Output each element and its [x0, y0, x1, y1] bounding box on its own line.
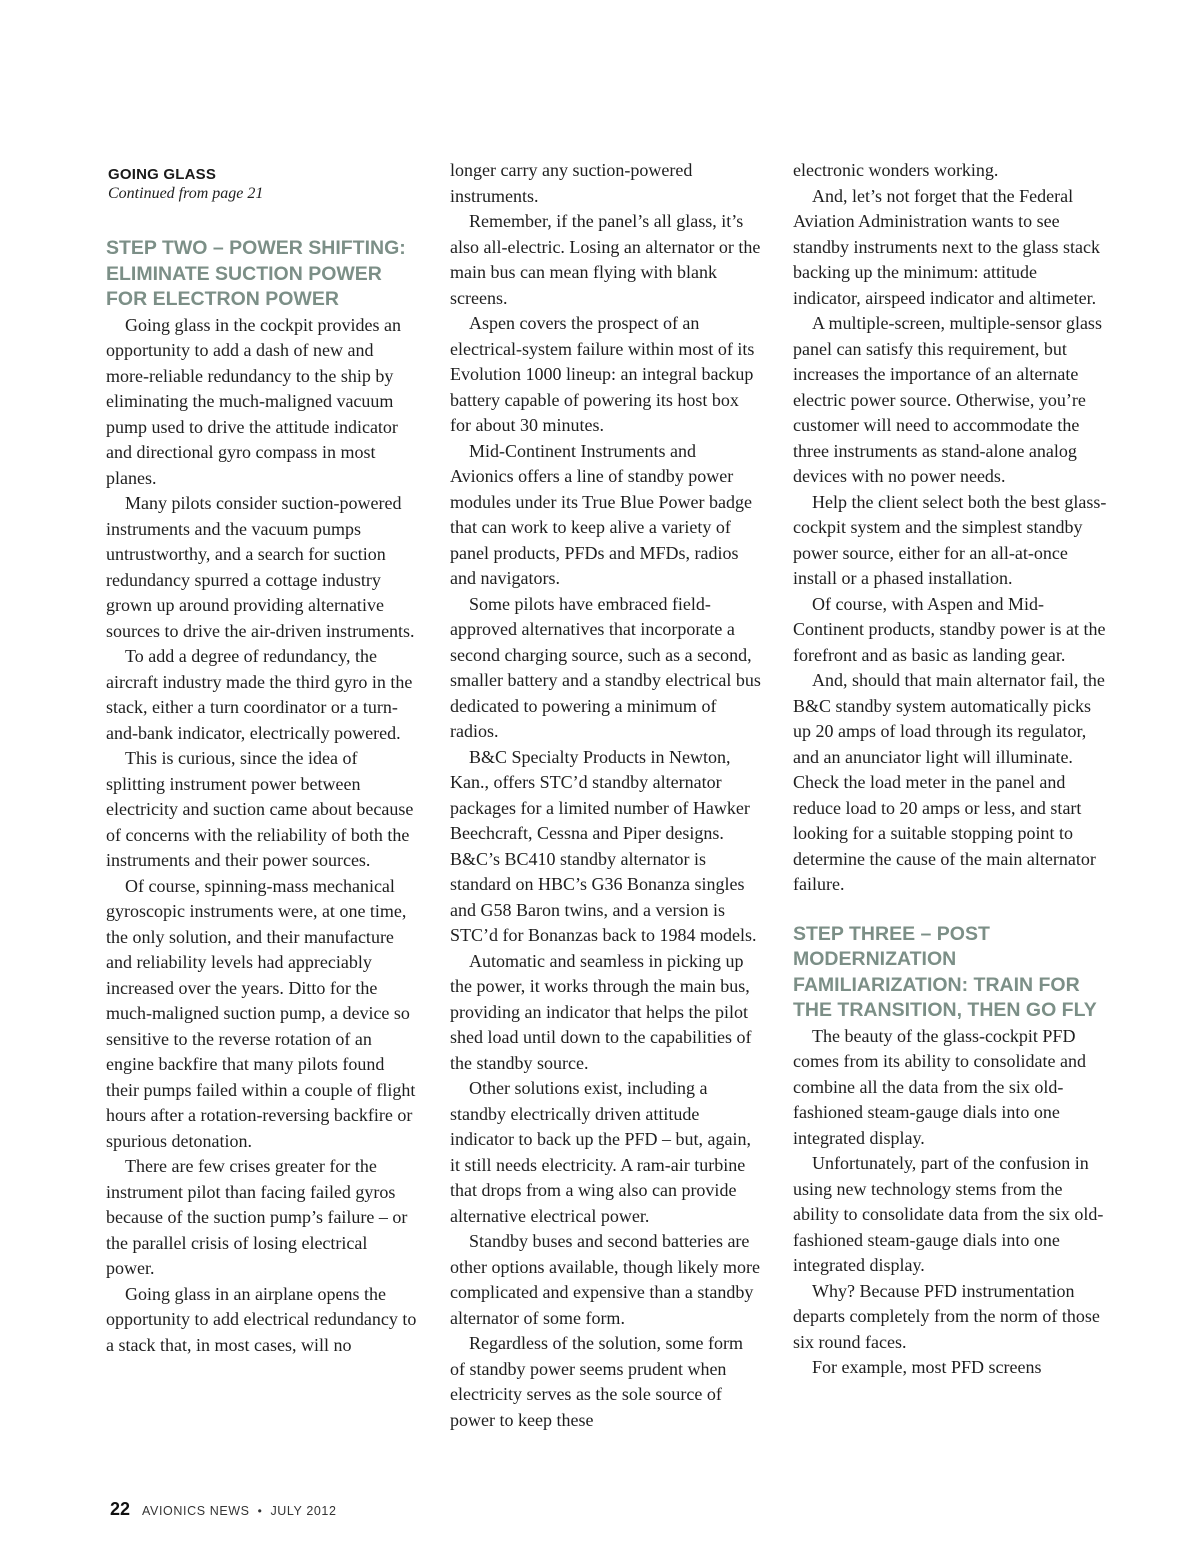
paragraph: And, should that main alternator fail, the B&C standby system automatically picks up 20 amps of load through its regulator, and an anunciator light will illuminate. Check the load meter in the panel and reduce load to 20 amps or less, and start looking for a suitable stopping point to determine the cause of the main alternator failure. — [793, 670, 1105, 894]
paragraph: To add a degree of redundancy, the aircraft industry made the third gyro in the stack, either a turn coordinator or a turn-and-bank indicator, electrically powered. — [106, 646, 413, 743]
paragraph: Aspen covers the prospect of an electrical-system failure within most of its Evolution 1000 lineup: an integral backup battery capable of powering its host box for about 30 minutes. — [450, 313, 755, 435]
paragraph: Why? Because PFD instrumentation departs completely from the norm of those six round faces. — [793, 1280, 1100, 1352]
paragraph: Some pilots have embraced field-approved alternatives that incorporate a second charging source, such as a second, smaller battery and a standby electrical bus dedicated to powering a minimum of radios. — [450, 593, 761, 741]
publication-name: AVIONICS NEWS — [142, 1504, 250, 1518]
paragraph: The beauty of the glass-cockpit PFD comes from its ability to consolidate and combine all the data from the six old-fashioned steam-gauge dials into one integrated display. — [793, 1025, 1086, 1148]
continued-note: Continued from page 21 — [108, 185, 264, 202]
column-1 — [106, 158, 418, 1358]
column-3 — [793, 158, 1107, 1381]
paragraph: A multiple-screen, multiple-sensor glass panel can satisfy this requirement, but increases the importance of an alternate electric power source. Otherwise, you’re customer will need to accommodate the three instruments as stand-alone analog devices with no power needs. — [793, 313, 1102, 486]
paragraph: Regardless of the solution, some form of standby power seems prudent when electricity serves as the sole source of power to keep these — [450, 1333, 743, 1430]
paragraph: Mid-Continent Instruments and Avionics offers a line of standby power modules under its True Blue Power badge that can work to keep alive a variety of panel products, PFDs and MFDs, radios and navigators. — [450, 440, 752, 588]
issue-date: JULY 2012 — [270, 1504, 337, 1518]
column-2 — [450, 158, 762, 1433]
section-kicker: GOING GLASS — [108, 166, 217, 183]
paragraph: Automatic and seamless in picking up the power, it works through the main bus, providing an indicator that helps the pilot shed load until down to the capabilities of the standby source. — [450, 950, 752, 1073]
paragraph: Going glass in the cockpit provides an opportunity to add a dash of new and more-reliable redundancy to the ship by eliminating the much-maligned vacuum pump used to drive the attitude indicator and directional gyro compass in most planes. — [106, 314, 401, 488]
paragraph: Of course, spinning-mass mechanical gyroscopic instruments were, at one time, the only solution, and their manufacture and reliability levels had appreciably increased over the years. Ditto for the much-maligned suction pump, a device so sensitive to the reverse rotation of an engine backfire that many pilots found their pumps failed within a couple of flight hours after a rotation-reversing backfire or spurious detonation. — [106, 875, 416, 1151]
paragraph: Going glass in an airplane opens the opportunity to add electrical redundancy to a stack that, in most cases, will no — [106, 1283, 417, 1355]
heading-step-three: STEP THREE – POST MODERNIZATION FAMILIARIZATION: TRAIN FOR THE TRANSITION, THEN GO FLY — [793, 922, 1097, 1021]
paragraph: Help the client select both the best glass-cockpit system and the simplest standby power source, either for an all-at-once install or a phased installation. — [793, 491, 1107, 588]
paragraph: Many pilots consider suction-powered instruments and the vacuum pumps untrustworthy, and a search for suction redundancy spurred a cottage industry grown up around providing alternative sources to drive the air-driven instruments. — [106, 493, 415, 641]
page-footer — [110, 1499, 337, 1520]
paragraph-continued: electronic wonders working. — [793, 160, 999, 180]
paragraph: There are few crises greater for the instrument pilot than facing failed gyros because of the suction pump’s failure – or the parallel crisis of losing electrical power. — [106, 1156, 408, 1278]
page-number: 22 — [110, 1499, 131, 1519]
heading-step-two: STEP TWO – POWER SHIFTING: ELIMINATE SUCTION POWER FOR ELECTRON POWER — [106, 237, 406, 310]
paragraph: B&C Specialty Products in Newton, Kan., offers STC’d standby alternator packages for a limited number of Hawker Beechcraft, Cessna and Piper designs. B&C’s BC410 standby alternator is standard on HBC’s G36 Bonanza singles and G58 Baron twins, and a version is STC’d for Bonanzas back to 1984 models. — [450, 746, 757, 945]
paragraph: Unfortunately, part of the confusion in using new technology stems from the ability to consolidate data from the six old-fashioned steam-gauge dials into one integrated display. — [793, 1153, 1104, 1275]
paragraph: And, let’s not forget that the Federal Aviation Administration wants to see standby instruments next to the glass stack backing up the minimum: attitude indicator, airspeed indicator and altimeter. — [793, 185, 1100, 308]
paragraph: For example, most PFD screens — [812, 1357, 1042, 1377]
paragraph-continued: longer carry any suction-powered instruments. — [450, 160, 693, 206]
paragraph: Standby buses and second batteries are other options available, though likely more complicated and expensive than a standby alternator of some form. — [450, 1231, 760, 1328]
paragraph: Remember, if the panel’s all glass, it’s also all-electric. Losing an alternator or the main bus can mean flying with blank screens. — [450, 211, 761, 308]
paragraph: Of course, with Aspen and Mid-Continent products, standby power is at the forefront and as basic as landing gear. — [793, 593, 1106, 665]
paragraph: Other solutions exist, including a standby electrically driven attitude indicator to back up the PFD – but, again, it still needs electricity. A ram-air turbine that drops from a wing also can provide alternative electrical power. — [450, 1078, 751, 1226]
footer-bullet: • — [257, 1504, 263, 1518]
paragraph: This is curious, since the idea of splitting instrument power between electricity and suction came about because of concerns with the reliability of both the instruments and their power sources. — [106, 748, 414, 870]
